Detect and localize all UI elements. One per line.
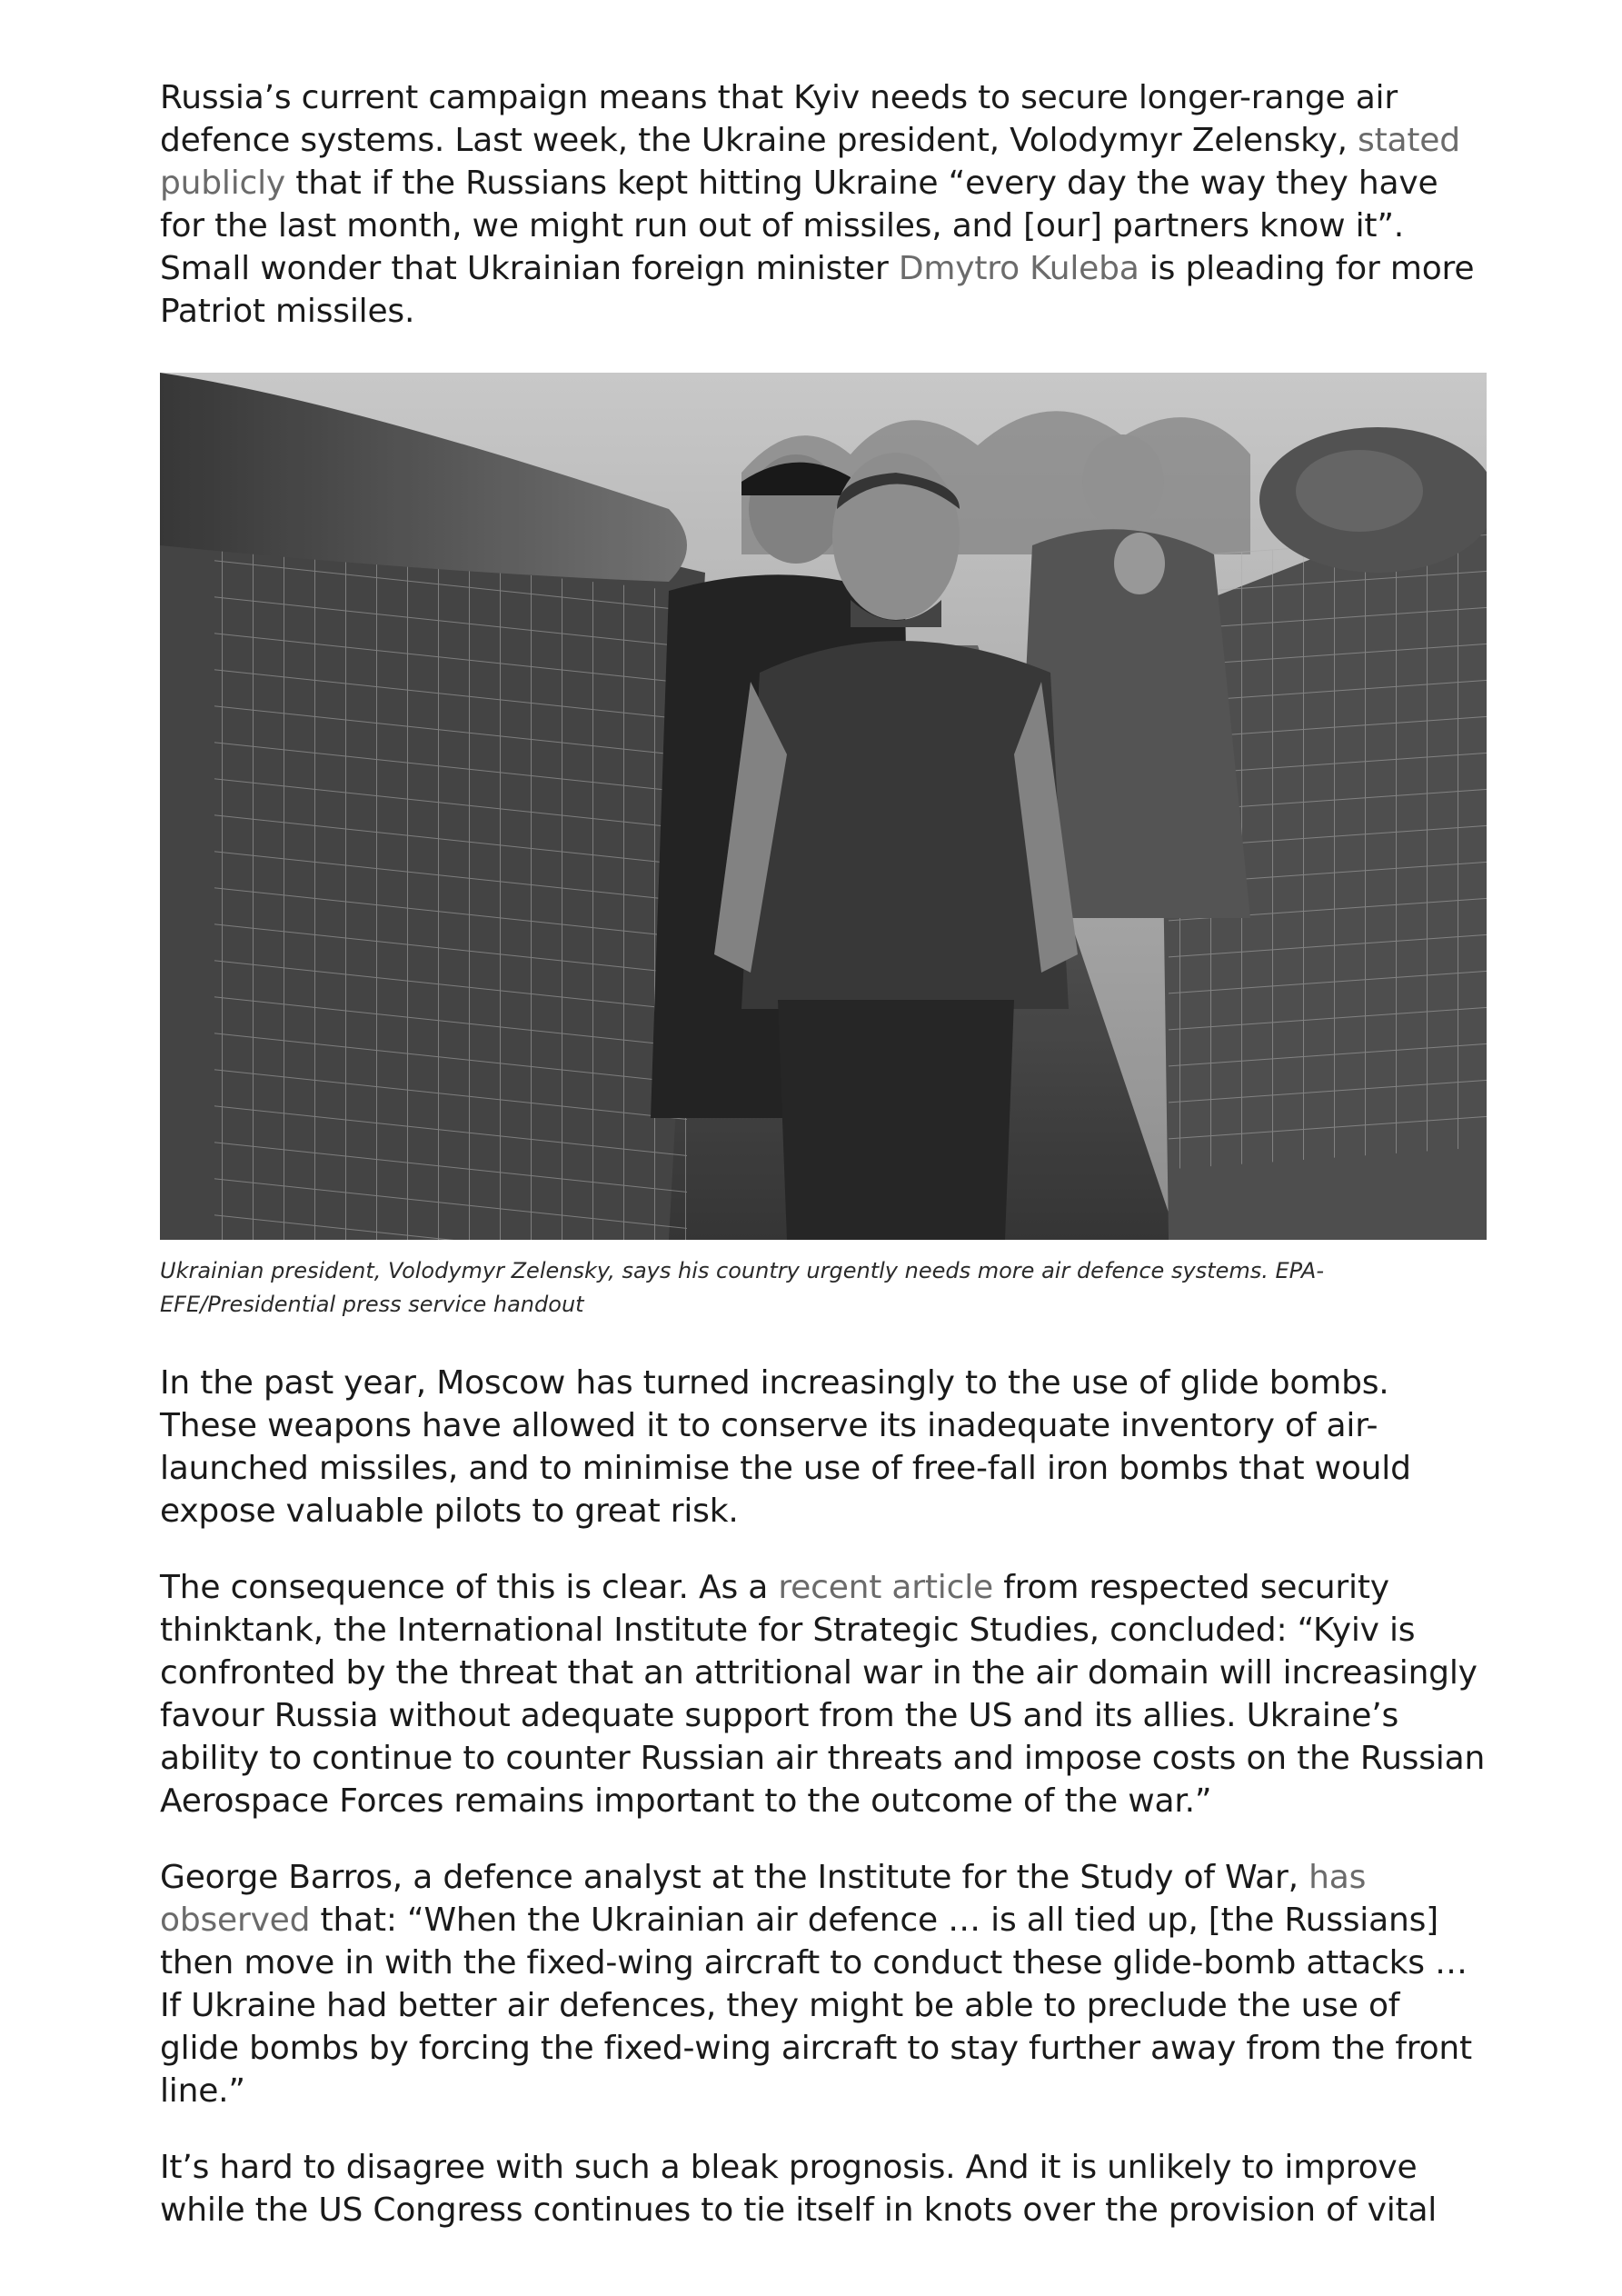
article-body <box>160 76 1487 2231</box>
stated-publicly-link[interactable]: stated publicly <box>160 122 1460 202</box>
paragraph-air-defence-needs <box>160 76 1487 333</box>
paragraph-text: is pleading for more Patriot missiles. <box>160 250 1475 330</box>
recent-article-link[interactable]: recent article <box>778 1569 993 1606</box>
paragraph-glide-bombs: In the past year, Moscow has turned increasingly to the use of glide bombs. These weapons have allowed it to conserve its inadequate inventory of air-launched missiles, and to minimise the use of free-fall iron bombs that would expose valuable pilots to great risk. <box>160 1364 1411 1530</box>
paragraph-text: Russia’s current campaign means that Kyiv needs to secure longer-range air defence systems. Last week, the Ukraine president, Volodymyr Zelensky, <box>160 79 1398 159</box>
article-photo <box>160 373 1487 1240</box>
photo-caption: Ukrainian president, Volodymyr Zelensky, says his country urgently needs more air defence systems. EPA-EFE/Presidential press service handout <box>160 1258 1324 1317</box>
paragraph-text: George Barros, a defence analyst at the Institute for the Study of War, <box>160 1859 1309 1896</box>
paragraph-bleak-prognosis: It’s hard to disagree with such a bleak prognosis. And it is unlikely to improve while the US Congress continues to tie itself in knots over the provision of vital <box>160 2149 1438 2229</box>
paragraph-text: that: “When the Ukrainian air defence … is all tied up, [the Russians] then move in with the fixed-wing aircraft to conduct these glide-bomb attacks … If Ukraine had better air defences, they might be able to preclude the use of glide bombs by forcing the fixed-wing aircraft to stay further away from the front line.” <box>160 1902 1472 2110</box>
paragraph-text: that if the Russians kept hitting Ukraine “every day the way they have for the last month, we might run out of missiles, and [our] partners know it”. Small wonder that Ukrainian foreign minister <box>160 165 1438 287</box>
paragraph-barros-quote <box>160 1856 1487 2112</box>
zelensky-trench-photo <box>160 373 1487 1240</box>
paragraph-iiss-conclusion <box>160 1566 1487 1822</box>
paragraph-text: from respected security thinktank, the International Institute for Strategic Studies, concluded: “Kyiv is confronted by the threat that an attritional war in the air domain will increasingly favour Russia without adequate support from the US and its allies. Ukraine’s ability to continue to counter Russian air threats and impose costs on the Russian Aerospace Forces remains important to the outcome of the war.” <box>160 1569 1486 1820</box>
has-observed-link[interactable]: has observed <box>160 1859 1367 1939</box>
paragraph-text: The consequence of this is clear. As a <box>160 1569 779 1606</box>
dmytro-kuleba-link[interactable]: Dmytro Kuleba <box>898 250 1139 287</box>
